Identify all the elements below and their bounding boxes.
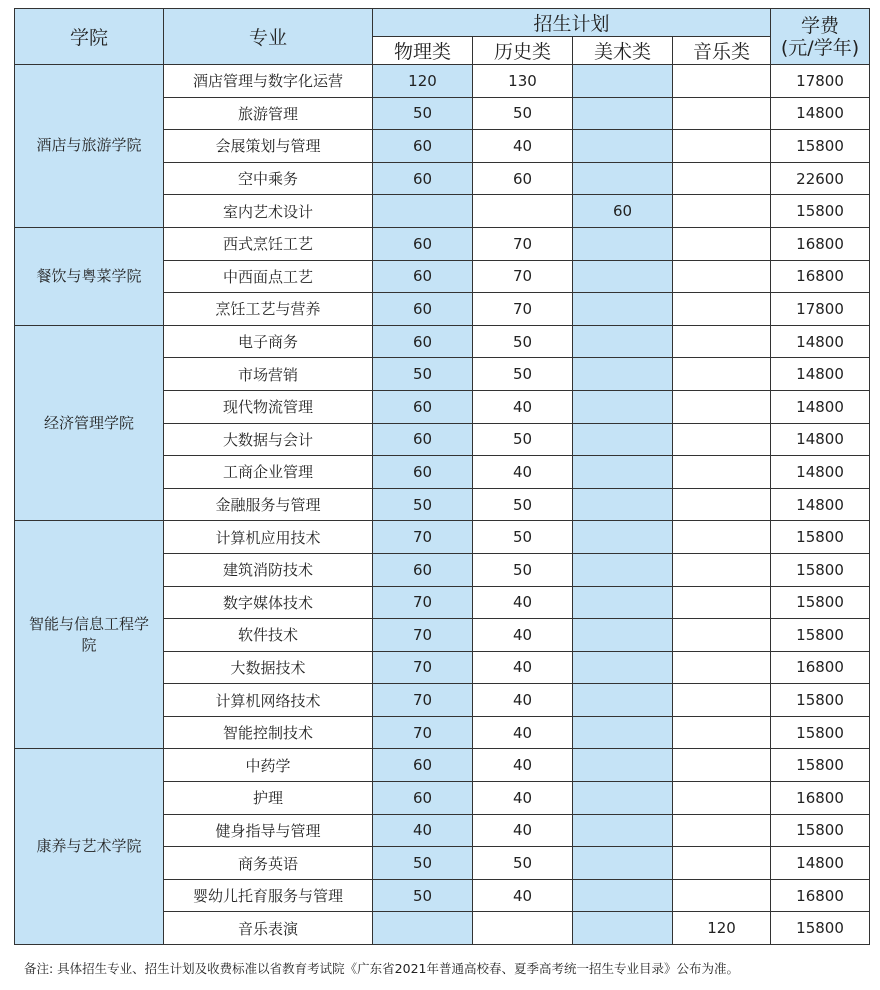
cell-tuition: 14800 [771,456,870,489]
cell-music [673,65,771,98]
cell-physics: 50 [373,879,473,912]
cell-music [673,651,771,684]
cell-physics: 60 [373,782,473,815]
cell-physics: 60 [373,390,473,423]
cell-history: 50 [473,97,573,130]
major-cell: 电子商务 [164,325,373,358]
cell-history: 50 [473,488,573,521]
cell-tuition: 15800 [771,195,870,228]
college-cell: 酒店与旅游学院 [15,65,164,228]
cell-history: 50 [473,521,573,554]
cell-art [573,879,673,912]
major-cell: 商务英语 [164,847,373,880]
cell-music [673,293,771,326]
header-tuition-line1: 学费 [801,14,840,37]
cell-art [573,130,673,163]
cell-physics: 60 [373,130,473,163]
cell-art [573,97,673,130]
cell-music [673,325,771,358]
cell-physics: 70 [373,716,473,749]
cell-history: 50 [473,553,573,586]
cell-physics: 60 [373,227,473,260]
enrollment-plan-table [14,8,870,945]
major-cell: 旅游管理 [164,97,373,130]
cell-tuition: 15800 [771,586,870,619]
table-row [15,65,870,98]
cell-history: 50 [473,325,573,358]
cell-art [573,390,673,423]
cell-art [573,684,673,717]
cell-art [573,488,673,521]
cell-history: 50 [473,847,573,880]
college-cell: 智能与信息工程学院 [15,521,164,749]
cell-physics: 50 [373,847,473,880]
cell-physics [373,195,473,228]
cell-physics: 70 [373,684,473,717]
cell-physics: 50 [373,488,473,521]
cell-tuition: 15800 [771,553,870,586]
cell-art [573,521,673,554]
cell-tuition: 15800 [771,619,870,652]
college-cell: 经济管理学院 [15,325,164,521]
major-cell: 软件技术 [164,619,373,652]
header-enrollment-plan: 招生计划 [373,9,771,37]
cell-music [673,553,771,586]
cell-physics: 50 [373,358,473,391]
cell-history: 130 [473,65,573,98]
cell-music [673,521,771,554]
major-cell: 计算机网络技术 [164,684,373,717]
cell-tuition: 16800 [771,227,870,260]
cell-history: 60 [473,162,573,195]
cell-tuition: 14800 [771,488,870,521]
cell-tuition: 15800 [771,749,870,782]
cell-music [673,749,771,782]
cell-history: 50 [473,358,573,391]
cell-tuition: 17800 [771,65,870,98]
cell-music [673,162,771,195]
cell-physics: 70 [373,586,473,619]
cell-music [673,879,771,912]
cell-physics: 70 [373,651,473,684]
major-cell: 音乐表演 [164,912,373,945]
header-tuition [771,9,870,65]
header-major: 专业 [164,9,373,65]
cell-history: 40 [473,390,573,423]
major-cell: 烹饪工艺与营养 [164,293,373,326]
cell-history: 40 [473,586,573,619]
cell-physics [373,912,473,945]
major-cell: 市场营销 [164,358,373,391]
cell-history: 40 [473,782,573,815]
cell-music [673,814,771,847]
cell-music [673,782,771,815]
cell-music [673,260,771,293]
header-physics: 物理类 [373,37,473,65]
header-music: 音乐类 [673,37,771,65]
cell-music [673,456,771,489]
footnote: 备注: 具体招生专业、招生计划及收费标准以省教育考试院《广东省2021年普通高校春、夏季高考统一招生专业目录》公布为准。 [24,961,739,976]
cell-art [573,716,673,749]
cell-history: 50 [473,423,573,456]
cell-music [673,423,771,456]
cell-history: 40 [473,749,573,782]
cell-music [673,847,771,880]
cell-physics: 70 [373,521,473,554]
cell-tuition: 15800 [771,521,870,554]
major-cell: 健身指导与管理 [164,814,373,847]
table-row [15,227,870,260]
major-cell: 会展策划与管理 [164,130,373,163]
cell-music [673,619,771,652]
cell-history: 70 [473,260,573,293]
cell-tuition: 15800 [771,912,870,945]
college-cell: 餐饮与粤菜学院 [15,227,164,325]
cell-physics: 120 [373,65,473,98]
cell-art [573,456,673,489]
cell-art [573,619,673,652]
cell-history: 40 [473,651,573,684]
major-cell: 工商企业管理 [164,456,373,489]
table-row [15,325,870,358]
cell-tuition: 14800 [771,847,870,880]
cell-tuition: 15800 [771,716,870,749]
cell-history: 40 [473,814,573,847]
cell-art [573,814,673,847]
cell-physics: 60 [373,293,473,326]
cell-tuition: 15800 [771,684,870,717]
cell-tuition: 16800 [771,782,870,815]
cell-tuition: 16800 [771,651,870,684]
cell-art: 60 [573,195,673,228]
cell-tuition: 14800 [771,390,870,423]
major-cell: 大数据技术 [164,651,373,684]
cell-music [673,97,771,130]
cell-tuition: 17800 [771,293,870,326]
cell-music [673,716,771,749]
cell-tuition: 14800 [771,423,870,456]
cell-physics: 40 [373,814,473,847]
cell-art [573,227,673,260]
cell-music [673,227,771,260]
header-tuition-line2: (元/学年) [780,36,860,59]
major-cell: 酒店管理与数字化运营 [164,65,373,98]
major-cell: 中西面点工艺 [164,260,373,293]
cell-physics: 70 [373,619,473,652]
table-row [15,749,870,782]
major-cell: 金融服务与管理 [164,488,373,521]
cell-history: 40 [473,130,573,163]
major-cell: 大数据与会计 [164,423,373,456]
header-art: 美术类 [573,37,673,65]
cell-music: 120 [673,912,771,945]
cell-art [573,325,673,358]
cell-tuition: 14800 [771,97,870,130]
major-cell: 护理 [164,782,373,815]
cell-history: 40 [473,684,573,717]
college-cell: 康养与艺术学院 [15,749,164,945]
cell-physics: 60 [373,423,473,456]
cell-art [573,586,673,619]
cell-art [573,423,673,456]
major-cell: 智能控制技术 [164,716,373,749]
cell-art [573,260,673,293]
cell-physics: 60 [373,260,473,293]
cell-history: 40 [473,879,573,912]
cell-art [573,293,673,326]
cell-physics: 60 [373,456,473,489]
cell-history [473,195,573,228]
cell-tuition: 22600 [771,162,870,195]
cell-physics: 60 [373,749,473,782]
cell-history: 40 [473,456,573,489]
cell-art [573,162,673,195]
major-cell: 室内艺术设计 [164,195,373,228]
cell-art [573,358,673,391]
cell-tuition: 15800 [771,130,870,163]
cell-music [673,488,771,521]
cell-art [573,651,673,684]
major-cell: 中药学 [164,749,373,782]
table-body [15,65,870,945]
cell-physics: 50 [373,97,473,130]
cell-art [573,782,673,815]
major-cell: 空中乘务 [164,162,373,195]
major-cell: 西式烹饪工艺 [164,227,373,260]
header-row-top [15,9,870,37]
cell-physics: 60 [373,162,473,195]
cell-art [573,749,673,782]
cell-tuition: 15800 [771,814,870,847]
major-cell: 婴幼儿托育服务与管理 [164,879,373,912]
cell-art [573,65,673,98]
header-college: 学院 [15,9,164,65]
cell-history: 40 [473,716,573,749]
cell-physics: 60 [373,325,473,358]
cell-art [573,553,673,586]
cell-tuition: 14800 [771,358,870,391]
cell-history: 40 [473,619,573,652]
cell-physics: 60 [373,553,473,586]
table-row [15,521,870,554]
cell-music [673,130,771,163]
major-cell: 数字媒体技术 [164,586,373,619]
cell-art [573,912,673,945]
cell-music [673,586,771,619]
cell-music [673,390,771,423]
cell-history: 70 [473,293,573,326]
major-cell: 计算机应用技术 [164,521,373,554]
major-cell: 现代物流管理 [164,390,373,423]
cell-music [673,684,771,717]
cell-music [673,195,771,228]
major-cell: 建筑消防技术 [164,553,373,586]
cell-art [573,847,673,880]
cell-music [673,358,771,391]
header-history: 历史类 [473,37,573,65]
cell-history: 70 [473,227,573,260]
cell-tuition: 16800 [771,879,870,912]
cell-tuition: 16800 [771,260,870,293]
cell-tuition: 14800 [771,325,870,358]
cell-history [473,912,573,945]
